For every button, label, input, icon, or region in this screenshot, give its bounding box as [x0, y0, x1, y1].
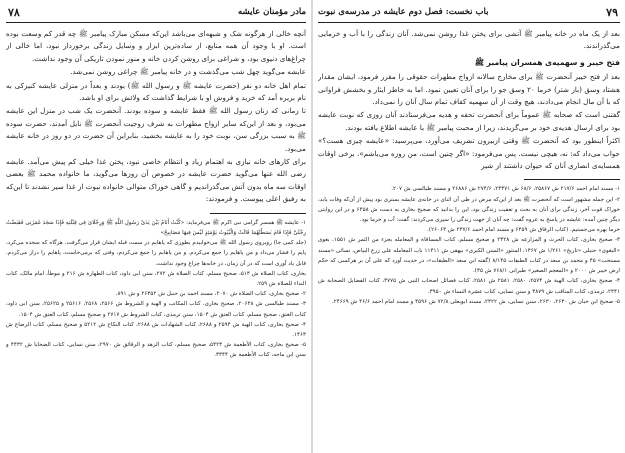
- left-page-number: ۷۸: [8, 6, 20, 19]
- left-footnote: ۴- صحیح بخاری، کتاب الهبة ش ۲۵۹۴ و ۲۶۸۸، کتاب الشهادات ش ۲۶۸۸، کتاب النکاح ش ۵۲۱۲ و صحیح مسلم، کتاب الرضاع ش ۱۴۶۳.: [6, 321, 306, 338]
- right-paragraph: بعد از یک ماه در خانه پیامبر ﷺ آتشی برای پختن غذا روشن نمی‌شد. آنان زندگی را با آب و خرمایی می‌گذراندند.: [318, 29, 620, 51]
- right-footnote: ۲- این جمله مشهور است که آنحضرت ﷺ بعد از این‌که مرض در طی آن اثنای در خانه‌ی عایشه بستری بود پیش از آن‌که وفات یابد، خوراک قوت آخر، زندگی برای آنان به بحث و تعقیب زندگی بود، این را بدانید که صحیح بخاری به دست ش ۶۴۵۸ و در این روایتی دیگر چنین آمده: عایشه در پاسخ به عروه گفت: چه آنان از جهت زندگی را سپری می‌کردند: گفت: آب و خرما بود.: [318, 196, 620, 224]
- left-footnote: ۵- صحیح بخاری، کتاب الأطعمة ش ۵۴۲۳، صحیح مسلم، کتاب الزهد و الرقائق ش ۲۹۷۰، سنن نسایی، کتاب الضحایا ش ۴۴۳۲ و سنن ابن ماجه، کتاب الأطعمة ش ۳۳۴۴.: [6, 342, 306, 359]
- section-heading: فتح خیبر و سهمیه‌ی همسران پیامبر ﷺ: [474, 57, 620, 67]
- right-header-title: باب نخست: فصل دوم عایشه در مدرسه‌ی نبوت: [318, 7, 489, 17]
- left-paragraph: برای کارهای خانه نیازی به اهتمام زیاد و انتظام خاصی نبود، پختن غذا خیلی کم پیش می‌آمد. عایشه رضی الله عنها می‌گوید حضرت عایشه در خصوص آن روزها می‌گوید، ما خانواده محمد ﷺ بعضی اوقات سه ماه بدون آتش می‌گذراندیم و گاهی خوراک متوالی خانواده نبوت از غذا سیر نشدند تا این‌که به رفیق اعلی پیوست. و فرمودند:: [6, 157, 306, 204]
- right-footnote-rule: [524, 179, 620, 180]
- left-footnote: ۱- عایشه ﷺ همسر گرامی نبی اکرم ﷺ می‌فرماید: «کُنْتُ أَنَامُ بَیْنَ یَدَیْ رَسُولِ اللَّهِ ﷺ وَرِجْلَایَ فِی قِبْلَتِهِ فَإِذَا سَجَدَ غَمَزَنِی فَقَبَضْتُ رِجْلَیَّ فَإِذَا قَامَ بَسَطْتُهُمَا قَالَتْ وَالْبُیُوتُ یَوْمَئِذٍ لَیْسَ فِیهَا مَصَابِیحُ»: [6, 219, 306, 236]
- left-paragraph: عایشه می‌گوید چهل شب می‌گذشت و در خانه پیامبر ﷺ چراغی روشن نمی‌شد.: [70, 67, 306, 77]
- right-paragraph: بعد از فتح خیبر آنحضرت ﷺ برای مخارج سالانه ازواج مطهرات حقوقی را مقرر فرمود، ایشان مقدار هشتاد وسق (بار شتر) خرما ۲۰ وسق جو را برای آنان تعیین نمود. اما به خاطر ایثار و بخشش فراوانی که با آن مال انجام می‌دادند، هیچ وقت از آن سهمیه کفاف تمام سال آنان را نمی‌داد.: [318, 72, 620, 107]
- left-page-header: [6, 6, 306, 23]
- book-gutter: [311, 0, 313, 453]
- left-footnote-rule: [210, 213, 306, 214]
- left-footnote: بخاری، کتاب الصلاة ش ۵۱۳، صحیح مسلم، کتاب الصلاة ش ۲۷۲، سنن ابی داود، کتاب الطهارة ش ۲۱۶ و موطأ، امام مالک، کتاب النداء للصلاة ش ۲۵۹.: [6, 270, 306, 287]
- right-paragraph: اکثراً اینطور بود که آنحضرت ﷺ وقتی ازبیرون تشریف می‌آورد، می‌پرسید: «عایشه چیزی هست؟» جواب می‌داد که: نه، هیچی نیست. پس می‌فرمود: «اگر چنین است، من روزه می‌باشم». برخی اوقات همسایه‌ی انصاری آنان که حیوان داشتند از شیر: [318, 136, 620, 171]
- right-footnote: ۴- صحیح بخاری، کتاب الهبة ش ۲۵۷۴، ۲۵۸۰، ۲۵۸۱ ش ۲۵۸۱، کتاب فضائل اصحاب النبی ش ۳۷۷۵، کتاب الفضایل الصحابة ش ۲۴۴۱، ترمذی، کتاب المناقب ش ۳۸۷۹ و سنن نسایی، کتاب عشرة النساء ش ۳۹۵۰.: [318, 278, 620, 295]
- left-footnote: (جلد کمی جا) روبروی رسول الله ﷺ می‌خوابیدم بطوری که پاهایم در سمت قبله ایشان قرار می‌گرفت. هرگاه که سجده می‌کرد، پایم را فشار می‌داد و من پاهایم را جمع می‌کردم. و من پاهایم را جمع می‌کردم، وقتی که برمی‌خاست، پاهایم را دراز می‌کردم. قابل یاد آوری است که در آن زمان، در خانه‌ها چراغ وجود نداشت.: [6, 240, 306, 267]
- right-body-text: [318, 28, 620, 172]
- left-paragraph: آنچه خالی از هرگونه شک و شبهه‌ای می‌باشد این‌که مسکن مبارک پیامبر ﷺ چه‌ قدر کم وسعت بوده است. او با وجود آن همه منابع، از ساده‌ترین ابزار و وسایل زندگی برخوردار نبود، اما خالی از چراغ‌های دنیوی بود، و شراغی برای روشن کردن خانه و منور نمودن تاریکی آن وجود نداشت.: [6, 29, 306, 63]
- right-footnote: ۵- صحیح ابن حبان ش ۲۶۳۰، ۲۶۳۰، سنن نسایی، ش ۲۳۲۲، مسند ابوبعلی ۷۲/۸ ش ۴۵۹۶ و مسند امام احمد ۴۶/۶ ش ۲۴۶۶۹.: [331, 298, 620, 305]
- right-page-header: [318, 6, 620, 23]
- right-paragraph: گفتنی است که صحابه ﷺ عموماً برای آنحضرت تحفه و هدیه می‌فرستادند آنان روزی که نوبت عایشه بود برای ارسال هدیه‌ی خود بر می‌گزیدند، زیرا از محبت پیامبر ﷺ با عایشه اطلاع یافته بودند.: [318, 110, 620, 132]
- right-footnotes: [318, 184, 620, 306]
- right-page: [318, 6, 620, 447]
- right-footnote: خرما بهره می‌جستیم. (کتاب الرقاق ش ۶۴۵۹ و مسند امام احمد ۲۳۷/۶ ش ۲۶۰۶۳).: [427, 227, 620, 234]
- right-footnote: ۱- مسند امام احمد ۲۱۷/۶ ش ۲۵۸۶۷، ۶۸/۶ ش ۲۴۳۷۱، ۲۷۴/۶ ش ۲۶۸۸۶ و مسند طیالسی ش ۲۰۷.: [391, 186, 620, 193]
- left-header-title: مادر مؤمنان عایشه: [237, 7, 306, 17]
- left-page: [6, 6, 306, 447]
- right-page-number: ۷۹: [606, 6, 618, 19]
- left-footnote: ۲- صحیح بخاری، کتاب الصلاة ش ۲۰۷۰، مسند احمد بن حنبل ش ۲۶۳۵۲ و ش ۸۹۱.: [115, 291, 306, 298]
- right-footnote: ۳- صحیح بخاری، کتاب الحرث و المزارعه ش ۲۳۲۸ و صحیح مسلم، کتاب المساقاة و المعامله بجزء من الثمر ش ۱۵۵۱، بغوی «البغوی» حنبلی «تاریخ» ۱/۲۶۱ ش ۱۴۶۷، المنثور «السنن الکبری» بیهقی ش ۱۱۴۱۱ باب المعامله علی زرع البیاض، نسائی «مسند مستحب» ۴۵ و محمد بن سعد در کتاب الطبقات ۸/۱۴۵ (گفته ابن سعد «الطبقات»، در حدیث آورد که علی آن بر هرکسی که حکم ارض خیبر ش ۲۰۰۰ و «المعجم الصغیر» طبرانی ۷۶۸/۱ ش ۳۵).: [318, 237, 620, 275]
- left-footnotes: [6, 218, 306, 361]
- left-body-text: [6, 28, 306, 206]
- left-paragraph: تمام اهل خانه دو نفر (حضرت عایشه ﷺ و رسول الله ﷺ) بودند و بعداً در منزلی عایشه کنیزکی به نام بریره آمد که خرید و فروش او با شرایط گذاشت که ولائش برای او باشد.: [6, 80, 306, 103]
- left-paragraph: تا زمانی که زنان رسول الله ﷺ فقط عایشه و سوده بودند. آنحضرت یک شب در منزل این عایشه می‌بود، و بعد از این‌که سایر ازواج مطهرات به شرف زوجیت آنحضرت ﷺ نایل آمدند، حضرت سوده ﷺ به سبب بزرگی سن، نوبت خود را به عایشه بخشید، بنابراین آن حضرت در دو روز در خانه عایشه می‌بود.: [6, 106, 306, 153]
- left-footnote: ۳- مسند طیالسی ش ۲۰۶۴۸، صحیح بخاری، کتاب المکاتب و الهبة و الشروط ش ۲۵۶۶، ۲۵۶۸، ۲۵۶۱۶ و ۲۵۶۲۵، سنن ابی داود، کتاب العتق، صحیح مسلم، کتاب العتق ش ۱۵۰۴، سنن ترمذی، کتاب الشروط ش ۲۷۱۷ و صحیح مسلم، کتاب العتق ش ۱۵۰۴.: [6, 301, 306, 318]
